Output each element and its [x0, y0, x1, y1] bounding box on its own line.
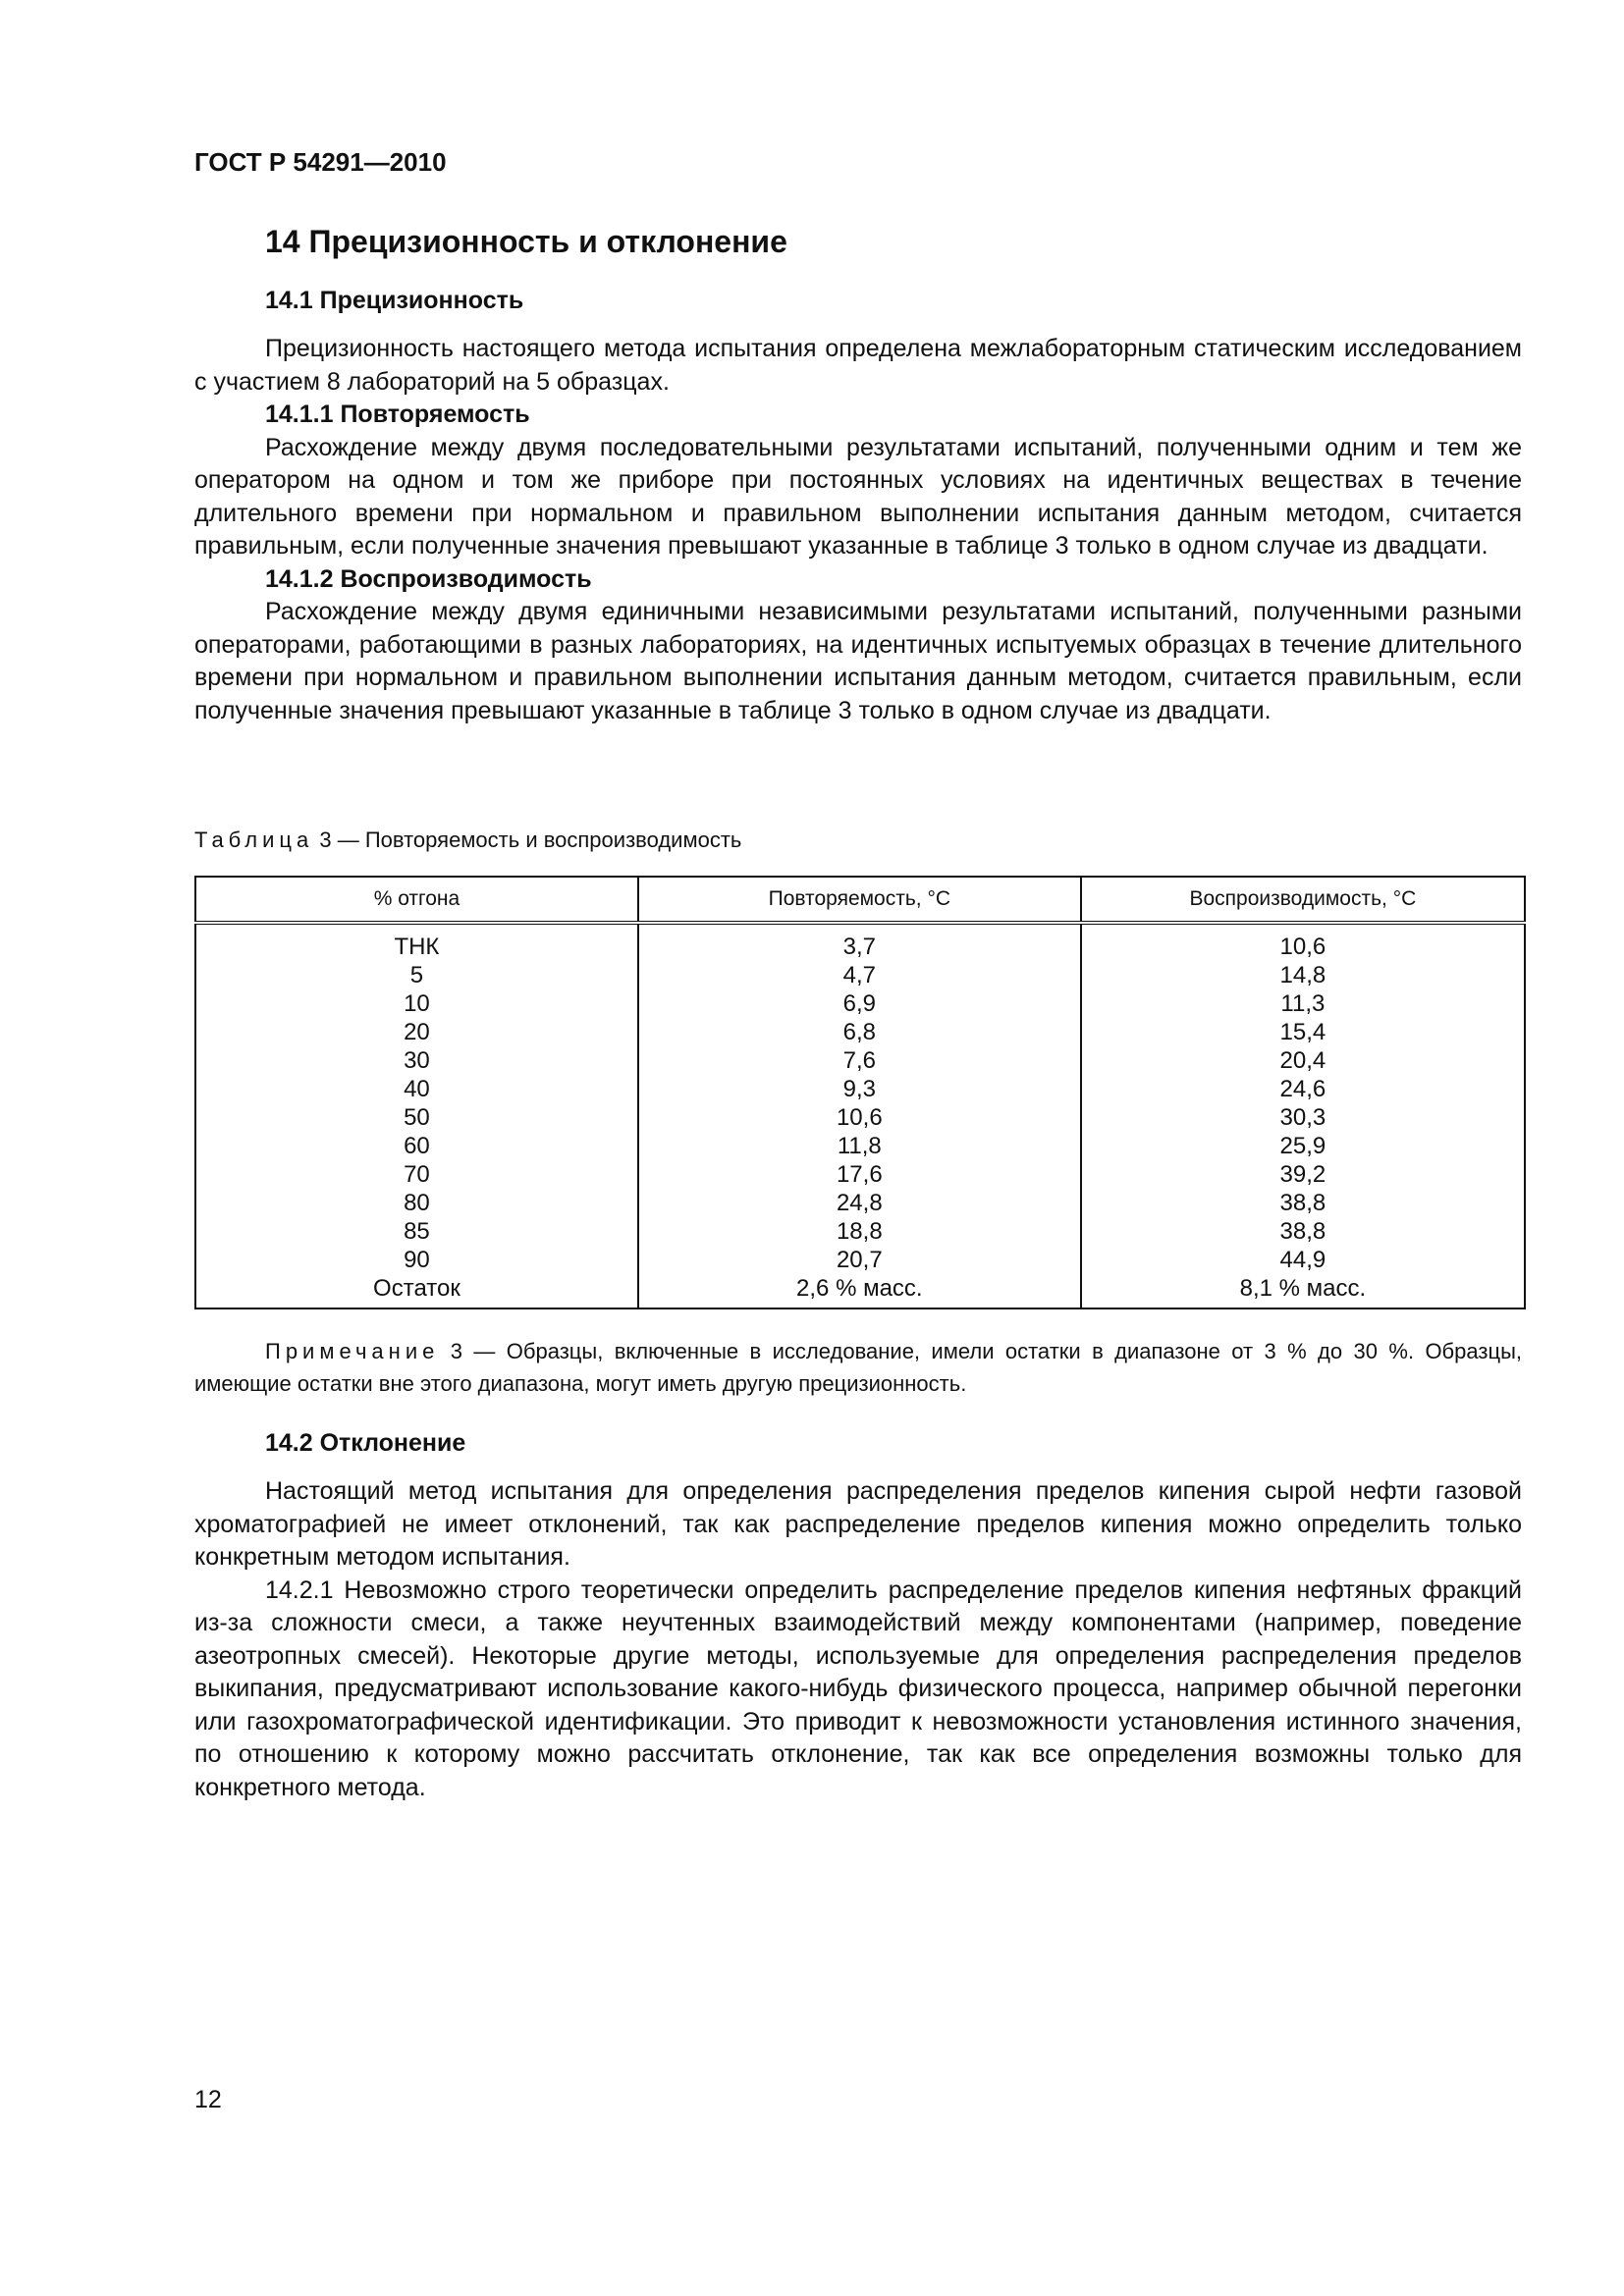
table-cell: 11,8 — [837, 1133, 882, 1159]
section-14-2-1-text: 14.2.1 Невозможно строго теоретически определить распределение пределов кипения нефтяных фракций из-за сложности смеси, а также неучтенных взаимодействий между компонентами (например, поведение азеотропных смесей). Некоторые другие методы, используемые для определения распределения пределов выкипания, предусматривают использование какого-нибудь физического процесса, например обычной перегонки или газохроматографической идентификации. Это приводит к невозможности установления истинного значения, по отношению к которому можно рассчитать отклонение, так как все определения возможны только для конкретного метода. — [194, 1575, 1522, 1801]
table-cell: 85 — [404, 1218, 430, 1245]
table-cell: 5 — [409, 962, 424, 988]
section-14-1-title: 14.1 Прецизионность — [265, 287, 524, 314]
table-cell: 20,4 — [1279, 1047, 1326, 1074]
section-14-1-1-title: 14.1.1 Повторяемость — [265, 400, 530, 428]
section-14-1-2-title: 14.1.2 Воспроизводимость — [265, 564, 592, 593]
note-label: Примечание — [265, 1339, 440, 1363]
table-cell: 2,6 % масс. — [796, 1275, 923, 1302]
table-cell: 38,8 — [1279, 1190, 1326, 1216]
table-caption-label: Таблица — [194, 828, 314, 852]
section-14-1-body — [194, 333, 1522, 727]
table-cell: 3,7 — [842, 934, 876, 960]
table-cell: 39,2 — [1279, 1161, 1326, 1188]
section-14-2-text: Настоящий метод испытания для определения распределения пределов кипения сырой нефти газовой хроматографией не имеет отклонений, так как распределение пределов кипения можно определить только конкретным методом испытания. — [194, 1477, 1522, 1571]
table-cell: 9,3 — [842, 1076, 876, 1102]
page-number: 12 — [194, 2086, 222, 2113]
standard-header: ГОСТ Р 54291—2010 — [194, 147, 447, 177]
table-cell: 38,8 — [1279, 1218, 1326, 1245]
column-distilled-percent — [195, 923, 638, 1308]
table-cell: Остаток — [373, 1275, 460, 1302]
table-cell: 17,6 — [836, 1161, 883, 1188]
table-cell: 50 — [404, 1104, 430, 1131]
table-cell: 14,8 — [1279, 962, 1326, 988]
table-caption-text: 3 — Повторяемость и воспроизводимость — [319, 828, 742, 852]
table-cell: 40 — [404, 1076, 430, 1102]
header-repeatability: Повторяемость, °С — [638, 877, 1081, 923]
table-cell: 30 — [404, 1047, 430, 1074]
table-cell: 11,3 — [1280, 990, 1326, 1017]
table-3-caption — [194, 828, 741, 853]
table-cell: 80 — [404, 1190, 430, 1216]
table-cell: 15,4 — [1279, 1019, 1326, 1045]
note-3 — [194, 1335, 1522, 1400]
section-14-2-body — [194, 1475, 1522, 1804]
header-distilled-percent: % отгона — [195, 877, 638, 923]
table-cell: 70 — [404, 1161, 430, 1188]
table-cell: 25,9 — [1279, 1133, 1326, 1159]
table-cell: 6,8 — [842, 1019, 876, 1045]
section-14-2-title: 14.2 Отклонение — [265, 1429, 466, 1457]
table-cell: 8,1 % масс. — [1239, 1275, 1367, 1302]
table-cell: 90 — [404, 1247, 430, 1273]
section-14-1-intro: Прецизионность настоящего метода испытания определена межлабораторным статическим исследованием с участием 8 лабораторий на 5 образцах. — [194, 335, 1522, 396]
table-cell: 10 — [404, 990, 430, 1017]
section-14-1-2-text: Расхождение между двумя единичными независимыми результатами испытаний, полученными разными операторами, работающими в разных лабораториях, на идентичных испытуемых образцах в течение длительного времени при нормальном и правильном выполнении испытания данным методом, считается правильным, если полученные значения превышают указанные в таблице 3 только в одном случае из двадцати. — [194, 598, 1522, 724]
table-3 — [194, 876, 1526, 1309]
table-cell: 60 — [404, 1133, 430, 1159]
table-cell: 4,7 — [842, 962, 876, 988]
table-cell: 10,6 — [836, 1104, 883, 1131]
table-cell: 18,8 — [836, 1218, 883, 1245]
table-cell: 10,6 — [1279, 934, 1326, 960]
table-cell: 24,6 — [1279, 1076, 1326, 1102]
column-repeatability — [638, 923, 1081, 1308]
header-reproducibility: Воспроизводимость, °С — [1081, 877, 1525, 923]
table-cell: 7,6 — [842, 1047, 876, 1074]
table-cell: 20 — [404, 1019, 430, 1045]
table-cell: ТНК — [394, 934, 440, 960]
column-reproducibility — [1081, 923, 1525, 1308]
table-cell: 6,9 — [842, 990, 876, 1017]
section-14-1-1-text: Расхождение между двумя последовательными результатами испытаний, полученными одним и тем же оператором на одном и том же приборе при постоянных условиях на идентичных веществах в течение длительного времени при нормальном и правильном выполнении испытания данным методом, считается правильным, если полученные значения превышают указанные в таблице 3 только в одном случае из двадцати. — [194, 433, 1522, 560]
table-cell: 30,3 — [1279, 1104, 1326, 1131]
note-text: 3 — Образцы, включенные в исследование, имели остатки в диапазоне от 3 % до 30 %. Образцы, имеющие остатки вне этого диапазона, могут иметь другую прецизионность. — [194, 1339, 1522, 1396]
section-14-title: 14 Прецизионность и отклонение — [265, 224, 787, 259]
table-cell: 20,7 — [836, 1247, 883, 1273]
table-cell: 24,8 — [836, 1190, 883, 1216]
table-cell: 44,9 — [1279, 1247, 1326, 1273]
